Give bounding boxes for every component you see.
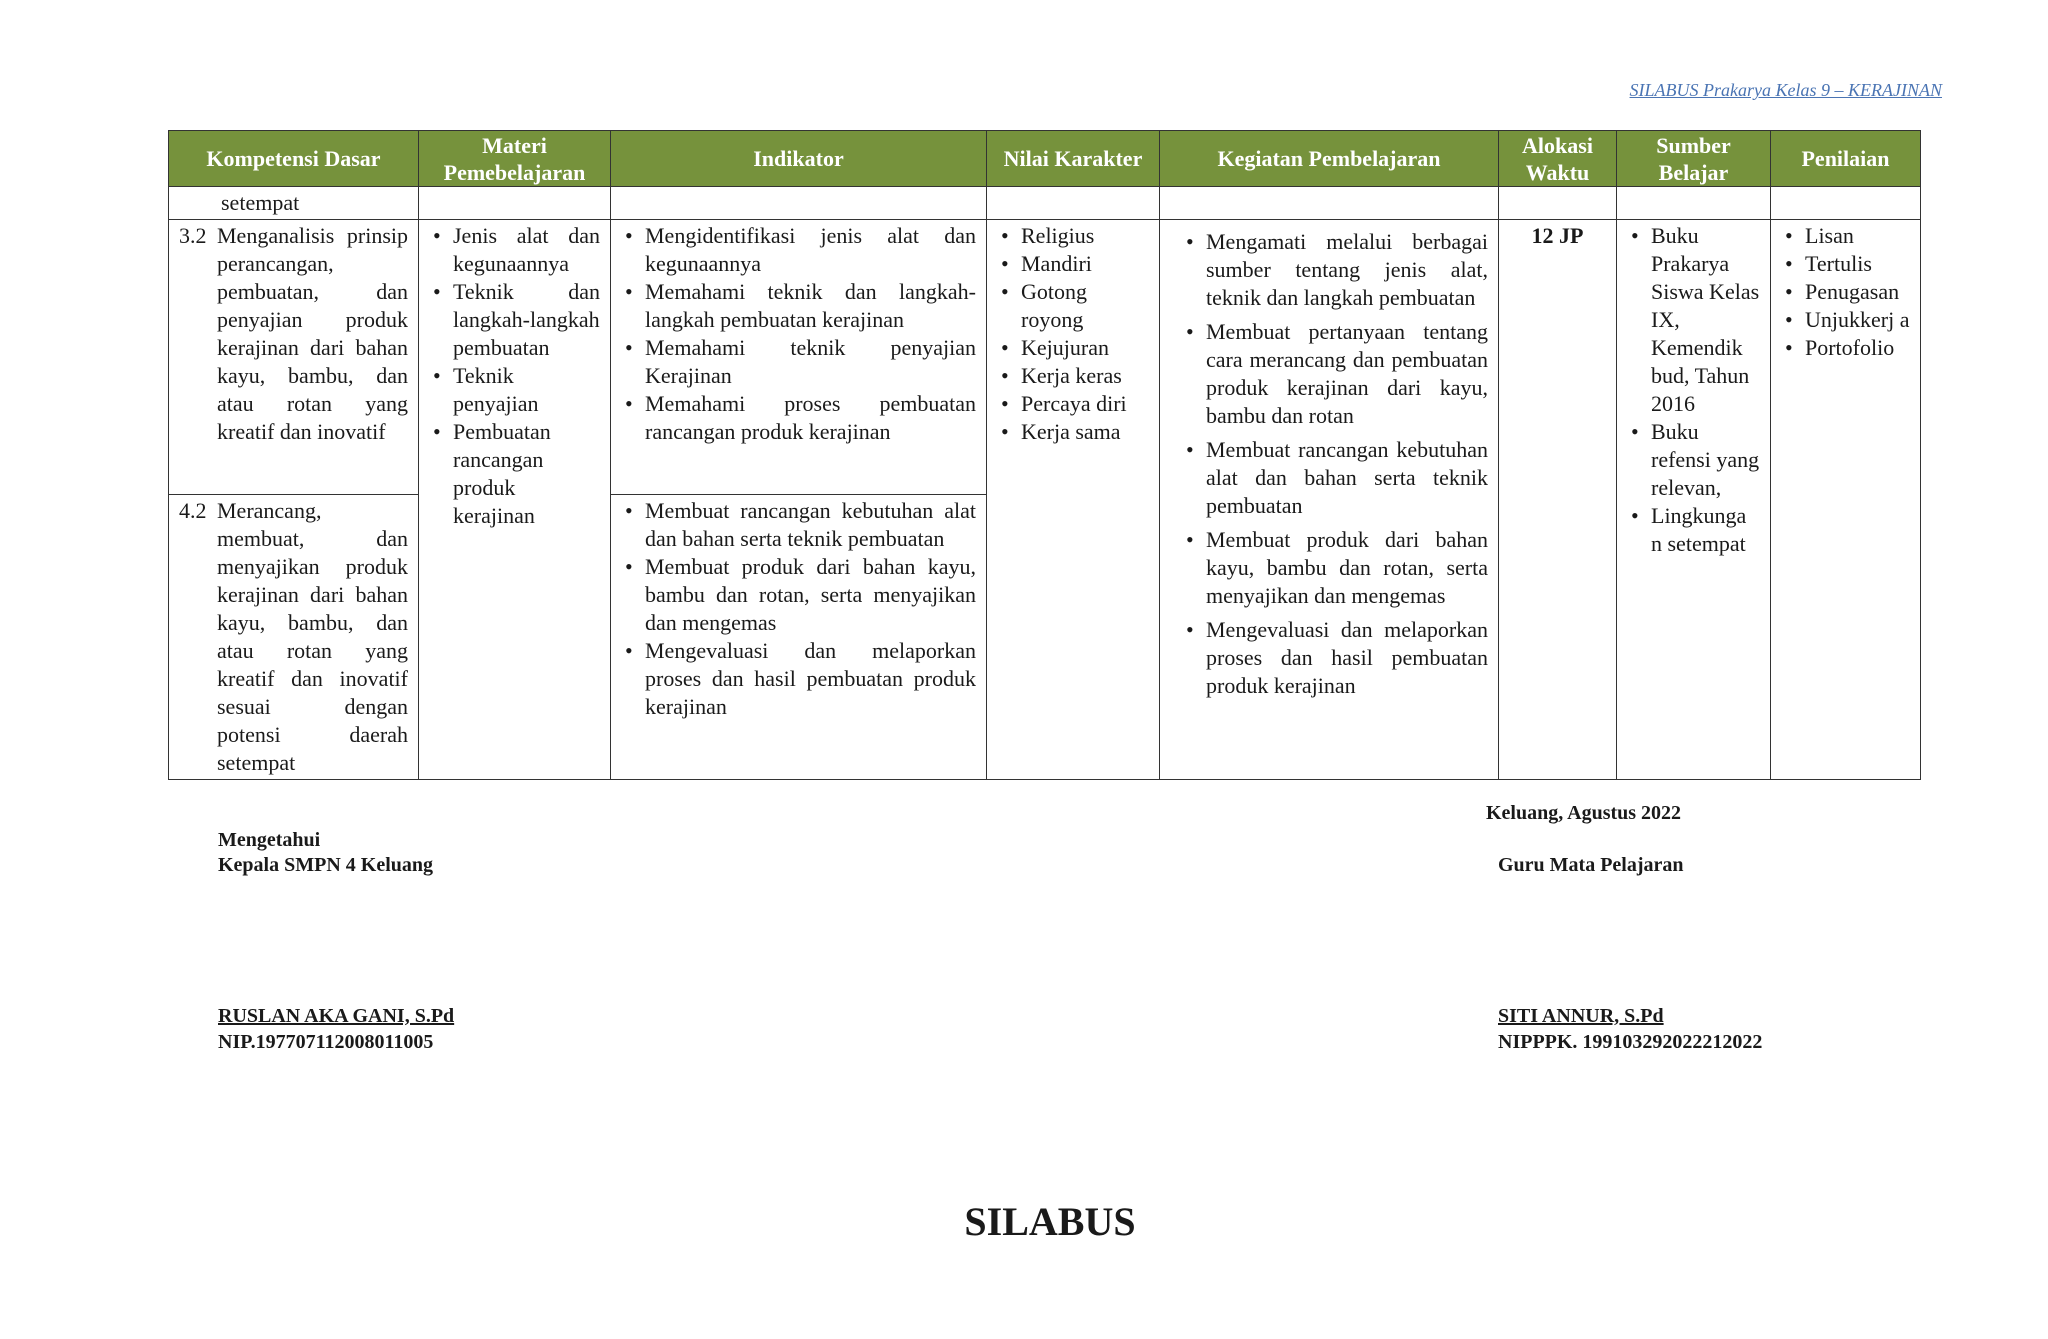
list-item: • Membuat rancangan kebutuhan alat dan bahan serta teknik pembuatan bbox=[645, 497, 976, 553]
right-role: Guru Mata Pelajaran bbox=[1498, 854, 1684, 876]
list-item: • Membuat pertanyaan tentang cara merancang dan pembuatan produk kerajinan dari kayu, bambu dan rotan bbox=[1206, 318, 1488, 430]
list-item: • Memahami teknik penyajian Kerajinan bbox=[645, 334, 976, 390]
list-item: • Penugasan bbox=[1805, 278, 1910, 306]
kd-number: 3.2 bbox=[179, 223, 207, 248]
col-header: Kompetensi Dasar bbox=[169, 131, 419, 187]
list-item: • Kerja sama bbox=[1021, 418, 1149, 446]
list-item: • Memahami teknik dan langkah-langkah pembuatan kerajinan bbox=[645, 278, 976, 334]
list-item: • Percaya diri bbox=[1021, 390, 1149, 418]
nilai-cell bbox=[987, 220, 1160, 780]
list-item: • Mengidentifikasi jenis alat dan kegunaannya bbox=[645, 222, 976, 278]
kegiatan-cell bbox=[1160, 220, 1499, 780]
list-item: • Mandiri bbox=[1021, 250, 1149, 278]
list-item: • Lingkunga n setempat bbox=[1651, 502, 1760, 558]
sumber-cell bbox=[1617, 220, 1771, 780]
syllabus-table bbox=[168, 130, 1921, 780]
list-item: • Lisan bbox=[1805, 222, 1910, 250]
kd-cell bbox=[169, 495, 419, 780]
list-item: • Membuat produk dari bahan kayu, bambu dan rotan, serta menyajikan dan mengemas bbox=[1206, 526, 1488, 610]
list-item: • Pembuatan rancangan produk kerajinan bbox=[453, 418, 600, 530]
list-item: • Teknik dan langkah-langkah pembuatan bbox=[453, 278, 600, 362]
left-line1: Mengetahui bbox=[218, 829, 321, 851]
carry-over-text: setempat bbox=[169, 187, 419, 220]
list-item: • Mengevaluasi dan melaporkan proses dan hasil pembuatan produk kerajinan bbox=[645, 637, 976, 721]
list-item: • Buku Prakarya Siswa Kelas IX, Kemendik bud, Tahun 2016 bbox=[1651, 222, 1760, 418]
list-item: • Religius bbox=[1021, 222, 1149, 250]
list-item: • Portofolio bbox=[1805, 334, 1910, 362]
list-item: • Mengamati melalui berbagai sumber tentang jenis alat, teknik dan langkah pembuatan bbox=[1206, 228, 1488, 312]
alokasi-cell: 12 JP bbox=[1499, 220, 1617, 780]
left-nip: NIP.197707112008011005 bbox=[218, 1031, 434, 1053]
list-item: • Unjukkerj a bbox=[1805, 306, 1910, 334]
list-item: • Mengevaluasi dan melaporkan proses dan hasil pembuatan produk kerajinan bbox=[1206, 616, 1488, 700]
left-name: RUSLAN AKA GANI, S.Pd bbox=[218, 1005, 455, 1027]
carry-over-row bbox=[169, 187, 1921, 220]
table-header-row bbox=[169, 131, 1921, 187]
right-nip: NIPPPK. 199103292022212022 bbox=[1498, 1031, 1763, 1053]
place-date: Keluang, Agustus 2022 bbox=[1486, 802, 1682, 824]
indikator-cell bbox=[611, 495, 987, 780]
list-item: • Teknik penyajian bbox=[453, 362, 600, 418]
col-header: Penilaian bbox=[1771, 131, 1921, 187]
penilaian-cell bbox=[1771, 220, 1921, 780]
list-item: • Kerja keras bbox=[1021, 362, 1149, 390]
kd-number: 4.2 bbox=[179, 498, 207, 523]
col-header: Sumber Belajar bbox=[1617, 131, 1771, 187]
col-header: Nilai Karakter bbox=[987, 131, 1160, 187]
kd-text: Menganalisis prinsip perancangan, pembuatan, dan penyajian produk kerajinan dari bahan kayu, bambu, dan atau rotan yang kreatif dan inovatif bbox=[217, 223, 408, 444]
list-item: • Membuat produk dari bahan kayu, bambu dan rotan, serta menyajikan dan mengemas bbox=[645, 553, 976, 637]
list-item: • Gotong royong bbox=[1021, 278, 1149, 334]
list-item: • Buku refensi yang relevan, bbox=[1651, 418, 1760, 502]
list-item: • Jenis alat dan kegunaannya bbox=[453, 222, 600, 278]
kd-cell bbox=[169, 220, 419, 495]
col-header: Materi Pemebelajaran bbox=[419, 131, 611, 187]
kd-text: Merancang, membuat, dan menyajikan produk kerajinan dari bahan kayu, bambu, dan atau rotan yang kreatif dan inovatif sesuai dengan potensi daerah setempat bbox=[217, 498, 408, 775]
col-header: Indikator bbox=[611, 131, 987, 187]
indikator-cell bbox=[611, 220, 987, 495]
left-line2: Kepala SMPN 4 Keluang bbox=[218, 854, 434, 876]
table-row bbox=[169, 220, 1921, 495]
list-item: • Memahami proses pembuatan rancangan produk kerajinan bbox=[645, 390, 976, 446]
col-header: Alokasi Waktu bbox=[1499, 131, 1617, 187]
list-item: • Kejujuran bbox=[1021, 334, 1149, 362]
list-item: • Membuat rancangan kebutuhan alat dan bahan serta teknik pembuatan bbox=[1206, 436, 1488, 520]
right-name: SITI ANNUR, S.Pd bbox=[1498, 1005, 1664, 1027]
list-item: • Tertulis bbox=[1805, 250, 1910, 278]
header-note: SILABUS Prakarya Kelas 9 – KERAJINAN bbox=[1629, 80, 1942, 100]
materi-cell bbox=[419, 220, 611, 780]
next-page-title: SILABUS bbox=[964, 1199, 1136, 1244]
col-header: Kegiatan Pembelajaran bbox=[1160, 131, 1499, 187]
